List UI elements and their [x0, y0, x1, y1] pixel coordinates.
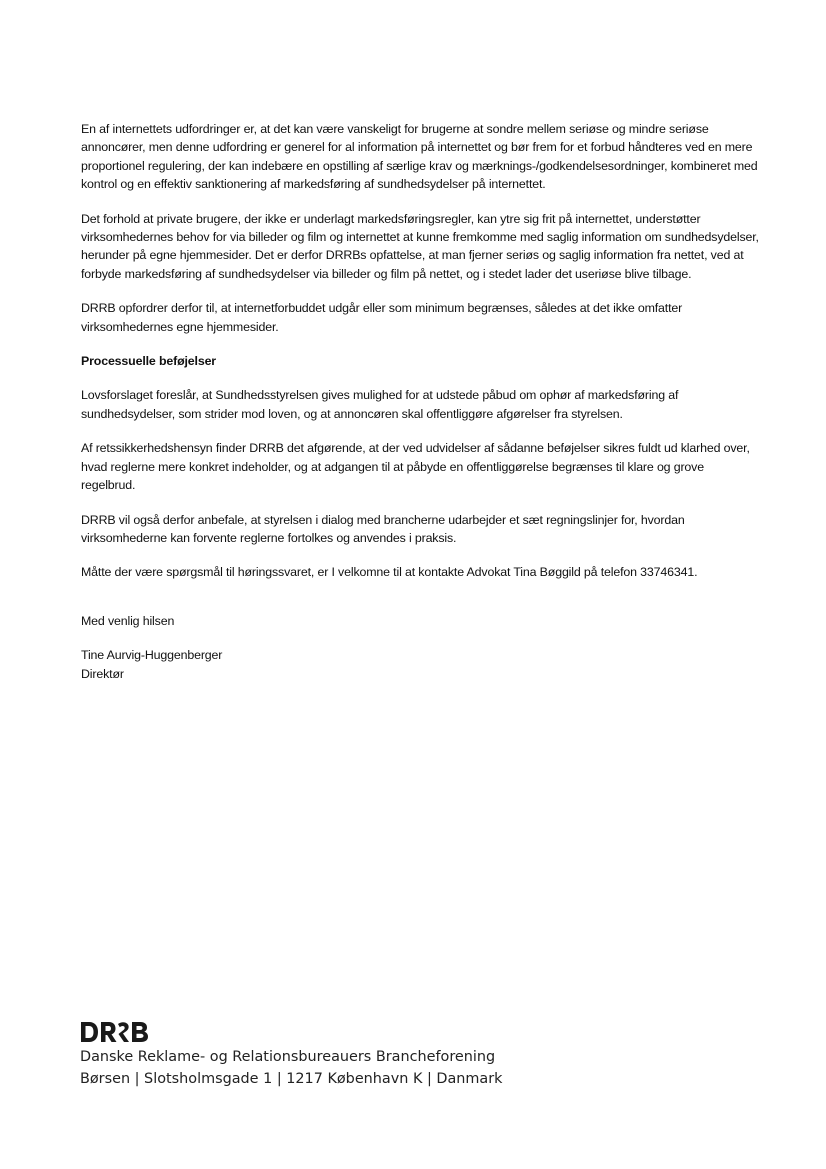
letterhead-footer [80, 1020, 760, 1090]
paragraph-drrb-recommendation: DRRB opfordrer derfor til, at internetforbuddet udgår eller som minimum begrænses, således at det ikke omfatter virksomhedernes egne hjemmesider. [81, 301, 683, 334]
signer-name: Tine Aurvig-Huggenberger [81, 648, 223, 663]
letter-body [81, 120, 761, 683]
paragraph-internet-challenges: En af internettets udfordringer er, at det kan være vanskeligt for brugerne at sondre mellem seriøse og mindre seriøse annoncører, men denne udfordring er generel for al information på internettet og bør frem for et forbud håndteres ved en mere proportionel regulering, der kan indebære en opstilling af særlige krav og mærknings-/godkendelsesordninger, kombineret med kontrol og en effektiv sanktionering af markedsføring af sundhedsydelser på internettet. [81, 122, 758, 192]
section-heading: Processuelle beføjelser [81, 354, 216, 369]
drrb-logo [80, 1020, 154, 1044]
paragraph-private-users: Det forhold at private brugere, der ikke er underlagt markedsføringsregler, kan ytre sig frit på internettet, understøtter virksomhedernes behov for via billeder og film og internettet at kunne fremkomme med saglig information om sundhedsydelser, herunder på egne hjemmesider. Det er derfor DRRBs opfattelse, at man fjerner seriøs og saglig information fra nettet, ved at forbyde markedsføring af sundhedsydelser via billeder og film på nettet, og i stedet lader det useriøse blive tilbage. [81, 211, 759, 281]
paragraph-contact: Måtte der være spørgsmål til høringssvaret, er I velkomne til at kontakte Advokat Tina Bøggild på telefon 33746341. [81, 565, 698, 580]
paragraph-bill-proposal: Lovsforslaget foreslår, at Sundhedsstyrelsen gives mulighed for at udstede påbud om ophør af markedsføring af sundhedsydelser, som strider mod loven, og at annoncøren skal offentliggøre afgørelser fra styrelsen. [81, 388, 679, 421]
organization-name: Danske Reklame- og Relationsbureauers Brancheforening [80, 1049, 496, 1065]
paragraph-legal-certainty: Af retssikkerhedshensyn finder DRRB det afgørende, at der ved udvidelser af sådanne beføjelser sikres fuldt ud klarhed over, hvad reglerne mere konkret indeholder, og at adgangen til at påbyde en offentliggørelse begrænses til klare og grove regelbrud. [81, 441, 750, 493]
signer-title: Direktør [81, 666, 124, 681]
organization-address: Børsen | Slotsholmsgade 1 | 1217 København K | Danmark [80, 1071, 503, 1087]
closing-greeting: Med venlig hilsen [81, 613, 175, 628]
paragraph-guidelines: DRRB vil også derfor anbefale, at styrelsen i dialog med brancherne udarbejder et sæt regningslinjer for, hvordan virksomhederne kan forvente reglerne fortolkes og anvendes i praksis. [81, 512, 685, 545]
